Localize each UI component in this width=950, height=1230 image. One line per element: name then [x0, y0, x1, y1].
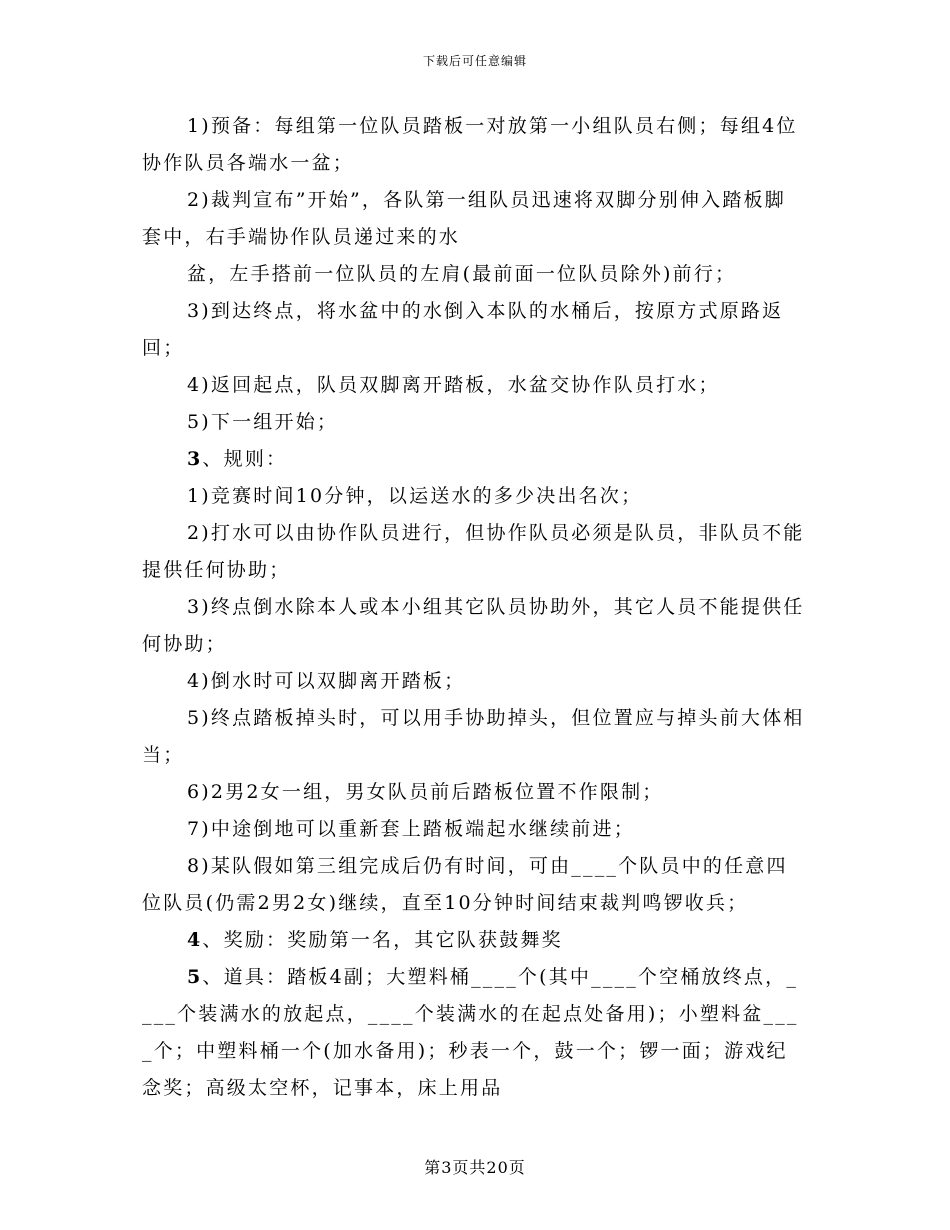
- section-number: 4: [187, 929, 203, 951]
- page-header: 下载后可任意编辑: [422, 54, 527, 68]
- section-heading-text: 、奖励：奖励第一名，其它队获鼓舞奖: [202, 929, 563, 951]
- rule-pour: 3)终点倒水除本人或本小组其它队员协助外，其它人员不能提供任何协助；: [142, 596, 805, 655]
- section-number: 5: [187, 966, 203, 988]
- rule-water: 2)打水可以由协作队员进行，但协作队员必须是队员，非队员不能提供任何协助；: [142, 522, 805, 581]
- section-heading-props: [142, 959, 807, 1107]
- paragraph-basin: 盆，左手搭前一位队员的左肩(最前面一位队员除外)前行；: [187, 263, 737, 285]
- rule-fall: 7)中途倒地可以重新套上踏板端起水继续前进；: [187, 818, 635, 840]
- section-heading-text: 、道具：踏板4副；大塑料桶____个(其中____个空桶放终点，____个装满水的放起点，____个装满水的在起点处备用)；小塑料盆____个；中塑料桶一个(加水备用)；秒表一个，鼓一个；锣一面；游戏纪念奖；高级太空杯，记事本，床上用品: [142, 966, 799, 1099]
- section-number: 3: [187, 448, 203, 470]
- rule-time: 1)竞赛时间10分钟，以运送水的多少决出名次；: [187, 485, 643, 507]
- page-footer: 第3页共20页: [424, 1158, 526, 1177]
- paragraph-prep: 1)预备：每组第一位队员踏板一对放第一小组队员右侧；每组4位协作队员各端水一盆；: [142, 115, 798, 174]
- document-body: [142, 108, 807, 1107]
- rule-extra-time: 8)某队假如第三组完成后仍有时间，可由____个队员中的任意四位队员(仍需2男2女)继续，直至10分钟时间结束裁判鸣锣收兵；: [142, 855, 788, 914]
- paragraph-next-group: 5)下一组开始；: [187, 411, 339, 433]
- rule-group: 6)2男2女一组，男女队员前后踏板位置不作限制；: [187, 781, 664, 803]
- paragraph-return: 4)返回起点，队员双脚离开踏板，水盆交协作队员打水；: [187, 374, 720, 396]
- paragraph-start: 2)裁判宣布”开始”，各队第一组队员迅速将双脚分别伸入踏板脚套中，右手端协作队员递过来的水: [142, 189, 786, 248]
- paragraph-finish: 3)到达终点，将水盆中的水倒入本队的水桶后，按原方式原路返回；: [142, 300, 784, 359]
- section-heading-award: [142, 922, 807, 959]
- rule-feet: 4)倒水时可以双脚离开踏板；: [187, 670, 466, 692]
- section-heading-rules: [142, 441, 807, 478]
- rule-turn: 5)终点踏板掉头时，可以用手协助掉头，但位置应与掉头前大体相当；: [142, 707, 805, 766]
- section-heading-text: 、规则：: [202, 448, 288, 470]
